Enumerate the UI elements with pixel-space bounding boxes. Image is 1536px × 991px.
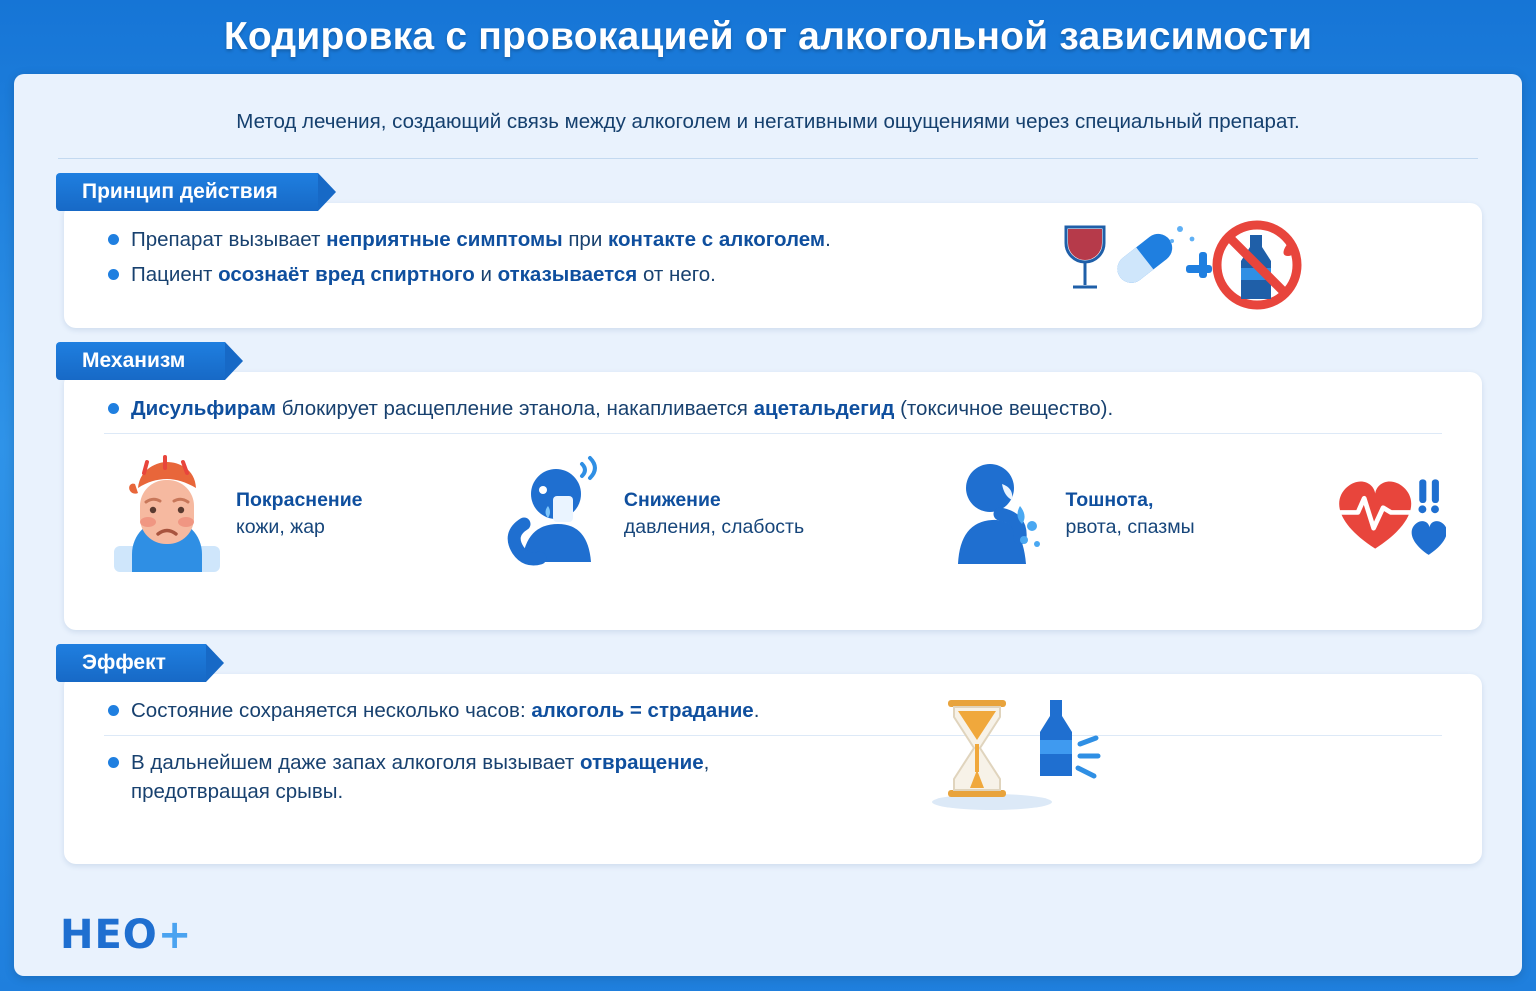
text-emphasis: алкоголь = страдание [531,698,754,722]
text-part: (токсичное вещество). [894,396,1114,420]
text-emphasis: ацетальдегид [753,396,895,420]
symptom-label [1066,487,1195,540]
text-part: Состояние сохраняется несколько часов: [131,698,532,722]
page-title: Кодировка с провокацией от алкогольной зависимости [223,15,1313,58]
text-part: Препарат вызывает [131,227,327,251]
list-item [90,696,1456,725]
text-emphasis: неприятные симптомы [326,227,563,251]
text-part: Пациент [131,262,219,286]
text-part: от него. [637,262,716,286]
text-emphasis: Дисульфирам [131,396,276,420]
poster-header [0,0,1536,74]
section-panel-principle [64,203,1482,328]
section-panel-mechanism [64,372,1482,630]
bullet-dot-icon [108,705,119,716]
dizzy-person-icon [496,454,614,574]
section-effect [44,644,1492,864]
text-emphasis: осознаёт вред спиртного [218,262,475,286]
text-part: блокирует расщепление этанола, накапливается [276,396,754,420]
divider [104,735,1442,736]
bullet-dot-icon [108,234,119,245]
bullet-text [131,260,716,289]
symptom-list [90,446,1456,574]
list-item [938,454,1195,574]
divider [58,158,1478,159]
text-part: при [562,227,608,251]
text-emphasis: отказывается [497,262,638,286]
symptom-line-2: рвота, спазмы [1065,515,1195,538]
bullet-text [131,225,831,254]
intro-text: Метод лечения, создающий связь между алкоголем и негативными ощущениями через специальный препарат. [236,110,1300,133]
list-item [108,454,363,574]
symptom-line-1: Тошнота, [1065,489,1154,512]
section-tab-principle: Принцип действия [56,173,318,211]
text-part: , предотвращая срывы. [131,750,710,803]
text-part: и [474,262,498,286]
divider [104,433,1442,434]
bullet-dot-icon [108,757,119,768]
section-principle [44,173,1492,328]
symptom-line-2: кожи, жар [236,515,325,538]
content-card [14,74,1522,976]
list-item [496,454,804,574]
text-part: . [753,698,760,722]
wine-glass-pill-no-alcohol-icon [1052,213,1302,323]
heartbeat-icon [1328,454,1446,574]
text-part: . [825,227,831,251]
symptom-line-2: давления, слабость [623,515,805,538]
text-part: В дальнейшем даже запах алкоголя вызывает [131,750,580,774]
bullet-text [131,394,1113,423]
section-tab-mechanism: Механизм [56,342,225,380]
bullet-text [131,748,851,806]
bullet-dot-icon [108,403,119,414]
hourglass-broken-bottle-icon [922,692,1122,812]
brand-logo [60,912,192,958]
section-panel-effect [64,674,1482,864]
list-item [90,394,1456,423]
logo-text: НЕО [60,912,158,958]
text-emphasis: отвращение [579,750,704,774]
section-tab-effect: Эффект [56,644,206,682]
bullet-dot-icon [108,269,119,280]
section-mechanism [44,342,1492,630]
symptom-label [236,487,363,540]
symptom-line-1: Снижение [623,489,721,512]
symptom-line-1: Покраснение [236,489,363,512]
list-item [1328,454,1446,574]
list-item [90,748,1456,806]
symptom-label [624,487,804,540]
text-emphasis: контакте с алкоголем [608,227,826,251]
bullet-text [131,696,759,725]
flushed-face-icon [108,454,226,574]
logo-plus: + [157,912,193,958]
vomiting-person-icon [938,454,1056,574]
